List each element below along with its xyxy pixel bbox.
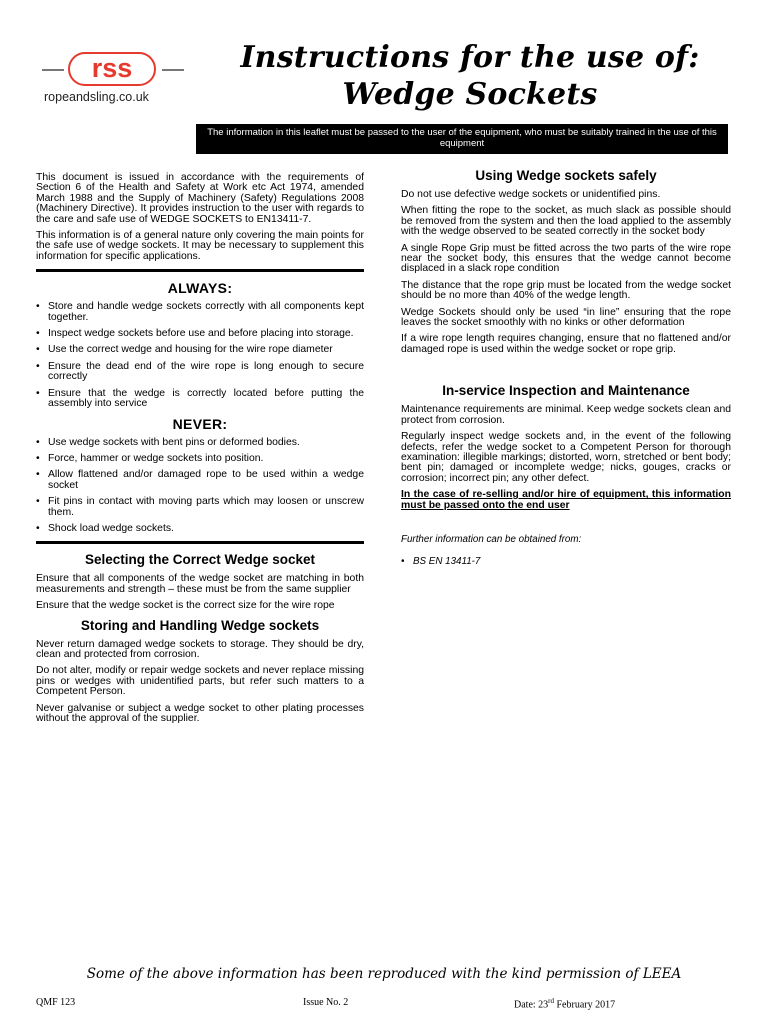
section-divider — [36, 269, 364, 272]
using-paragraph: The distance that the rope grip must be located from the wedge socket should be no more than 40% of the wedge length. — [401, 279, 731, 302]
using-paragraph: Do not use defective wedge sockets or unidentified pins. — [401, 189, 661, 200]
using-paragraph: A single Rope Grip must be fitted across the two parts of the wire rope near the socket body, this ensures that the wedge cannot become displaced in a slack rope condition — [401, 242, 731, 275]
right-column — [401, 168, 731, 574]
using-paragraph: When fitting the rope to the socket, as much slack as possible should be removed from the system and then the load applied to the assembly with the wedge observed to be seated correctly in the socket body — [401, 205, 731, 238]
logo-rope-line-right — [162, 69, 184, 71]
section-divider — [36, 541, 364, 544]
using-paragraph: Wedge Sockets should only be used “in line” ensuring that the rope leaves the socket smoothly with no kinks or other deformation — [401, 306, 731, 329]
date-suffix: February 2017 — [554, 999, 616, 1011]
list-item: • Ensure the dead end of the wire rope is long enough to secure correctly — [36, 362, 364, 383]
issue-date — [514, 997, 615, 1010]
logo-mark: rss — [68, 52, 156, 86]
never-heading: NEVER: — [172, 415, 228, 432]
using-paragraph: If a wire rope length requires changing, ensure that no flattened and/or damaged rope is used within the wedge socket or rope grip. — [401, 333, 731, 355]
always-heading: ALWAYS: — [167, 280, 233, 297]
list-item: • Use the correct wedge and housing for the wire rope diameter — [36, 345, 364, 355]
always-list — [36, 302, 364, 409]
list-item: • Fit pins in contact with moving parts which may loosen or unscrew them. — [36, 497, 364, 518]
further-info-list — [401, 557, 731, 567]
storing-paragraph: Never return damaged wedge sockets to storage. They should be dry, clean and protected from corrosion. — [36, 638, 364, 660]
list-item: • Ensure that the wedge is correctly located before putting the assembly into service — [36, 389, 364, 410]
inspection-paragraph: Regularly inspect wedge sockets and, in the event of the following defects, refer the wedge socket to a Competent Person for thorough examination: illegible markings; distorted, worn, stretched or bent body; bent pin; damaged or incomplete wedge; nicks, gouges, cracks or corrosion; incorrect pin; any other defect. — [401, 431, 731, 484]
selecting-paragraph: Ensure that all components of the wedge socket are matching in both measurements and strength – these must be from the same supplier — [36, 573, 364, 595]
never-list — [36, 438, 364, 535]
using-heading: Using Wedge sockets safely — [475, 168, 657, 183]
date-prefix: Date: 23 — [514, 999, 549, 1011]
title-line-1: Instructions for the use of: — [240, 40, 700, 75]
list-item: • Force, hammer or wedge sockets into position. — [36, 454, 364, 464]
end-user-notice: In the case of re-selling and/or hire of equipment, this information must be passed onto the end user — [401, 489, 731, 511]
form-code: QMF 123 — [36, 997, 76, 1008]
intro-paragraph: This document is issued in accordance with the requirements of Section 6 of the Health and Safety at Work etc Act 1974, amended March 1988 and the Supply of Machinery (Safety) Regulations 2008 (Machinery Directive). It provides instruction to the user with regards to the care and safe use of WEDGE SOCKETS to EN13411-7. — [36, 172, 364, 225]
title-line-2: Wedge Sockets — [342, 77, 598, 112]
acknowledgement: Some of the above information has been reproduced with the kind permission of LEEA — [86, 966, 682, 982]
issue-number: Issue No. 2 — [303, 997, 349, 1008]
inspection-heading: In-service Inspection and Maintenance — [442, 383, 690, 399]
date-ordinal: rd — [548, 997, 554, 1005]
list-item: • BS EN 13411-7 — [401, 557, 731, 567]
left-column — [36, 173, 364, 730]
list-item: • Inspect wedge sockets before use and before placing into storage. — [36, 329, 364, 339]
logo-rope-line-left — [42, 69, 64, 71]
storing-paragraph: Never galvanise or subject a wedge socket to other plating processes without the approval of the supplier. — [36, 702, 364, 724]
list-item: • Store and handle wedge sockets correctly with all components kept together. — [36, 302, 364, 323]
list-item: • Allow flattened and/or damaged rope to be used within a wedge socket — [36, 470, 364, 491]
inspection-paragraph: Maintenance requirements are minimal. Keep wedge sockets clean and protect from corrosion. — [401, 404, 731, 426]
intro-paragraph: This information is of a general nature only covering the main points for the safe use of wedge sockets. It may be necessary to supplement this information for specific applications. — [36, 230, 364, 262]
selecting-paragraph: Ensure that the wedge socket is the correct size for the wire rope — [36, 600, 335, 612]
storing-heading: Storing and Handling Wedge sockets — [80, 617, 320, 633]
logo-url: ropeandsling.co.uk — [44, 90, 149, 104]
list-item: • Shock load wedge sockets. — [36, 524, 364, 534]
company-logo — [40, 50, 190, 108]
list-item: • Use wedge sockets with bent pins or deformed bodies. — [36, 438, 364, 448]
storing-paragraph: Do not alter, modify or repair wedge sockets and never replace missing pins or wedges with unidentified parts, but refer such matters to a Competent Person. — [36, 665, 364, 698]
further-info-intro: Further information can be obtained from: — [401, 533, 582, 545]
warning-banner: The information in this leaflet must be passed to the user of the equipment, who must be suitably trained in the use of this equipment — [196, 124, 728, 154]
selecting-heading: Selecting the Correct Wedge socket — [84, 552, 316, 568]
